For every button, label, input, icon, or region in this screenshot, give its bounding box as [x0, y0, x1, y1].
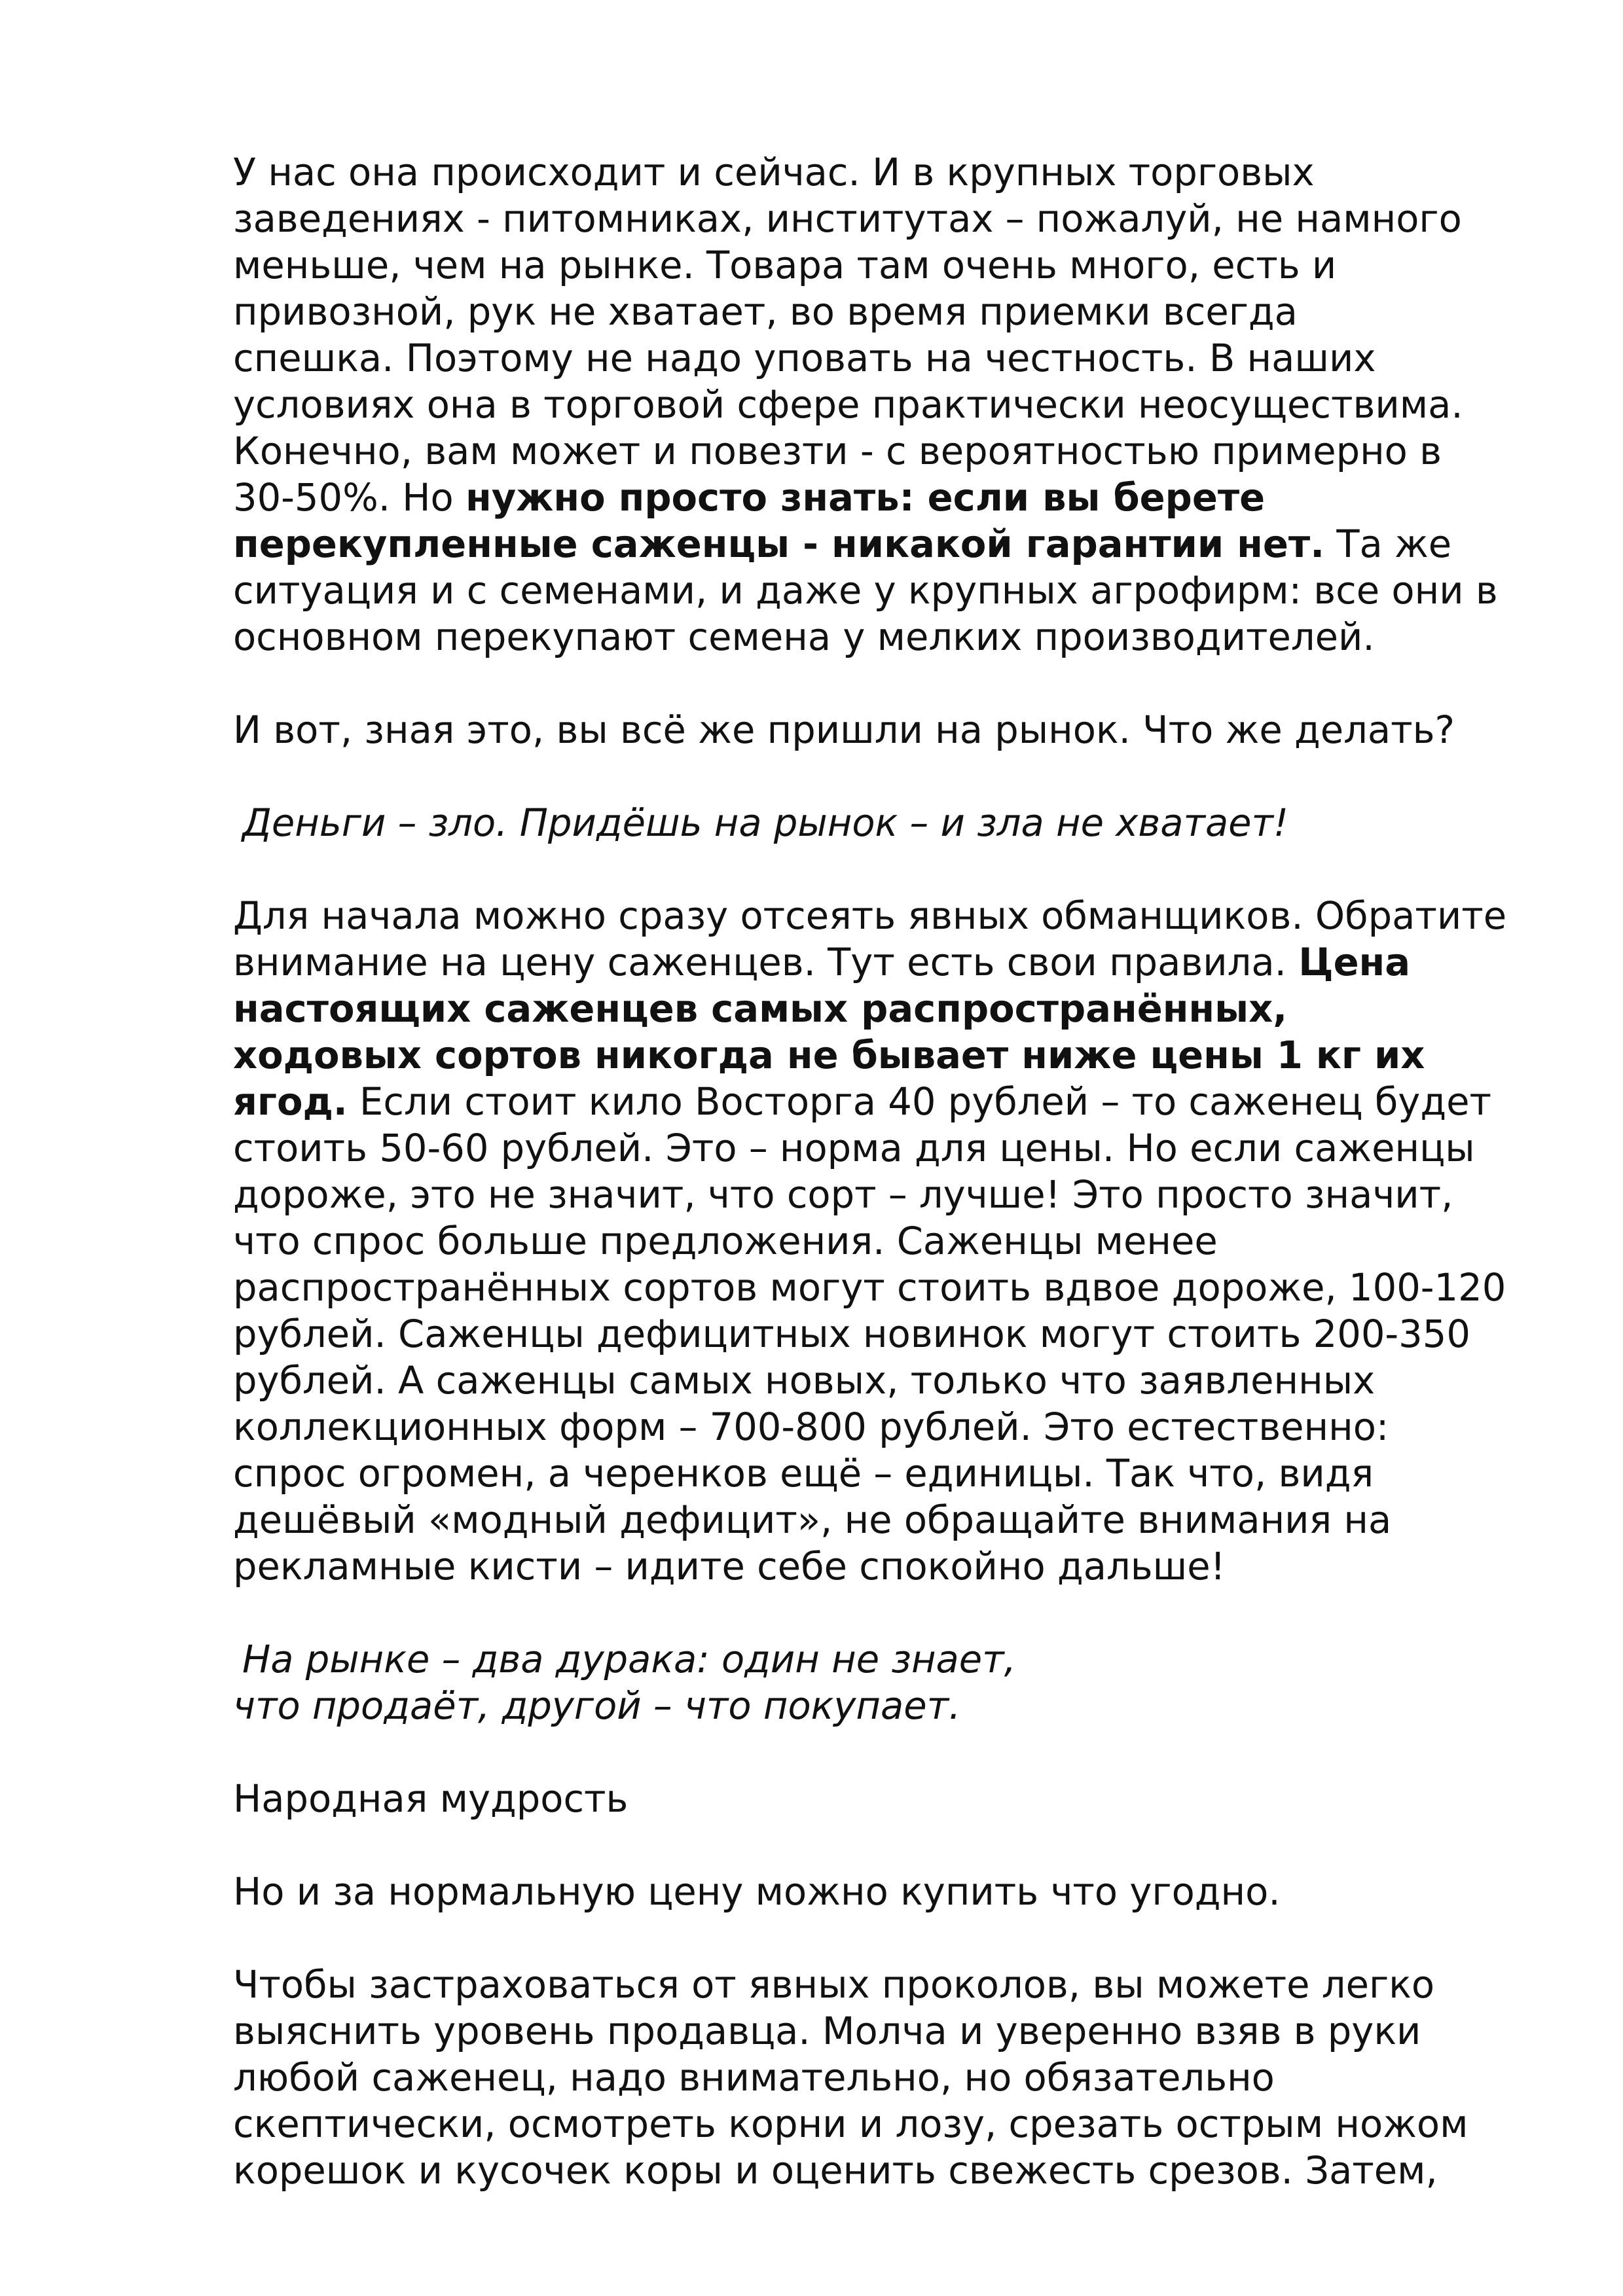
text-line: Для начала можно сразу отсеять явных обманщиков. Обратите — [233, 894, 1507, 938]
text-line: спрос огромен, а черенков ещё – единицы. Так что, видя — [233, 1452, 1374, 1496]
paragraph-check-seller — [233, 1962, 1542, 2194]
text-line — [233, 475, 1542, 521]
text-line: Конечно, вам может и повезти - с вероятностью примерно в — [233, 429, 1442, 473]
text-line: дороже, это не значит, что сорт – лучше! Это просто значит, — [233, 1173, 1453, 1217]
text-line — [233, 521, 1542, 567]
text-run: внимание на цену саженцев. Тут есть свои правила. — [233, 941, 1299, 984]
paragraph-normal-price — [233, 1869, 1542, 1915]
text-line — [233, 1079, 1542, 1125]
text-line: распространённых сортов могут стоить вдвое дороже, 100-120 — [233, 1266, 1506, 1310]
text-line: любой саженец, надо внимательно, но обязательно — [233, 2056, 1275, 2100]
text-line: стоить 50-60 рублей. Это – норма для цены. Но если саженцы — [233, 1126, 1475, 1170]
text-line: спешка. Поэтому не надо уповать на честность. В наших — [233, 336, 1376, 380]
text-line: выяснить уровень продавца. Молча и уверенно взяв в руки — [233, 2009, 1421, 2053]
attribution-text: Народная мудрость — [233, 1777, 629, 1821]
quote-two-fools — [233, 1636, 1542, 1729]
text-line: коллекционных форм – 700-800 рублей. Это естественно: — [233, 1405, 1389, 1449]
bold-text-run: перекупленные саженцы - никакой гарантии нет. — [233, 522, 1325, 566]
text-line: рублей. Саженцы дефицитных новинок могут стоить 200-350 — [233, 1312, 1470, 1356]
text-line: заведениях - питомниках, институтах – пожалуй, не намного — [233, 197, 1462, 241]
bold-text-run: нужно просто знать: если вы берете — [465, 476, 1266, 520]
text-line: корешок и кусочек коры и оценить свежесть срезов. Затем, — [233, 2149, 1438, 2193]
text-run: Если стоит кило Восторга 40 рублей – то саженец будет — [347, 1080, 1491, 1124]
paragraph-price-rules — [233, 893, 1542, 1590]
text-line: дешёвый «модный дефицит», не обращайте внимания на — [233, 1498, 1392, 1542]
text-line: скептически, осмотреть корни и лозу, срезать острым ножом — [233, 2102, 1468, 2146]
bold-text-run: Цена — [1298, 941, 1411, 984]
text-line: рекламные кисти – идите себе спокойно дальше! — [233, 1545, 1226, 1588]
text-line: И вот, зная это, вы всё же пришли на рынок. Что же делать? — [233, 708, 1455, 752]
text-line: Но и за нормальную цену можно купить что угодно. — [233, 1870, 1281, 1914]
text-line: что спрос больше предложения. Саженцы менее — [233, 1219, 1218, 1263]
document-page — [233, 149, 1542, 2240]
bold-text-line: настоящих саженцев самых распространённых, — [233, 987, 1288, 1031]
text-run: 30-50%. Но — [233, 476, 465, 520]
paragraph-market-honesty — [233, 149, 1542, 660]
text-line: привозной, рук не хватает, во время приемки всегда — [233, 290, 1298, 334]
text-line: условиях она в торговой сфере практически неосуществима. — [233, 383, 1463, 427]
text-line: У нас она происходит и сейчас. И в крупных торговых — [233, 151, 1315, 194]
quote-money-evil — [233, 800, 1542, 846]
text-line: меньше, чем на рынке. Товара там очень много, есть и — [233, 243, 1337, 287]
quote-line: На рынке – два дурака: один не знает, — [242, 1638, 1016, 1681]
bold-text-run: ягод. — [233, 1080, 348, 1124]
text-line: основном перекупают семена у мелких производителей. — [233, 615, 1375, 659]
text-line — [233, 939, 1542, 986]
paragraph-arrival — [233, 707, 1542, 753]
quote-line: Деньги – зло. Придёшь на рынок – и зла не хватает! — [242, 801, 1289, 845]
text-line: Чтобы застраховаться от явных проколов, вы можете легко — [233, 1963, 1435, 2007]
quote-line: что продаёт, другой – что покупает. — [233, 1684, 961, 1728]
text-run: Та же — [1324, 522, 1452, 566]
text-line: ситуация и с семенами, и даже у крупных агрофирм: все они в — [233, 569, 1498, 613]
bold-text-line: ходовых сортов никогда не бывает ниже цены 1 кг их — [233, 1033, 1425, 1077]
quote-attribution — [233, 1776, 1542, 1822]
text-line: рублей. А саженцы самых новых, только что заявленных — [233, 1359, 1376, 1403]
